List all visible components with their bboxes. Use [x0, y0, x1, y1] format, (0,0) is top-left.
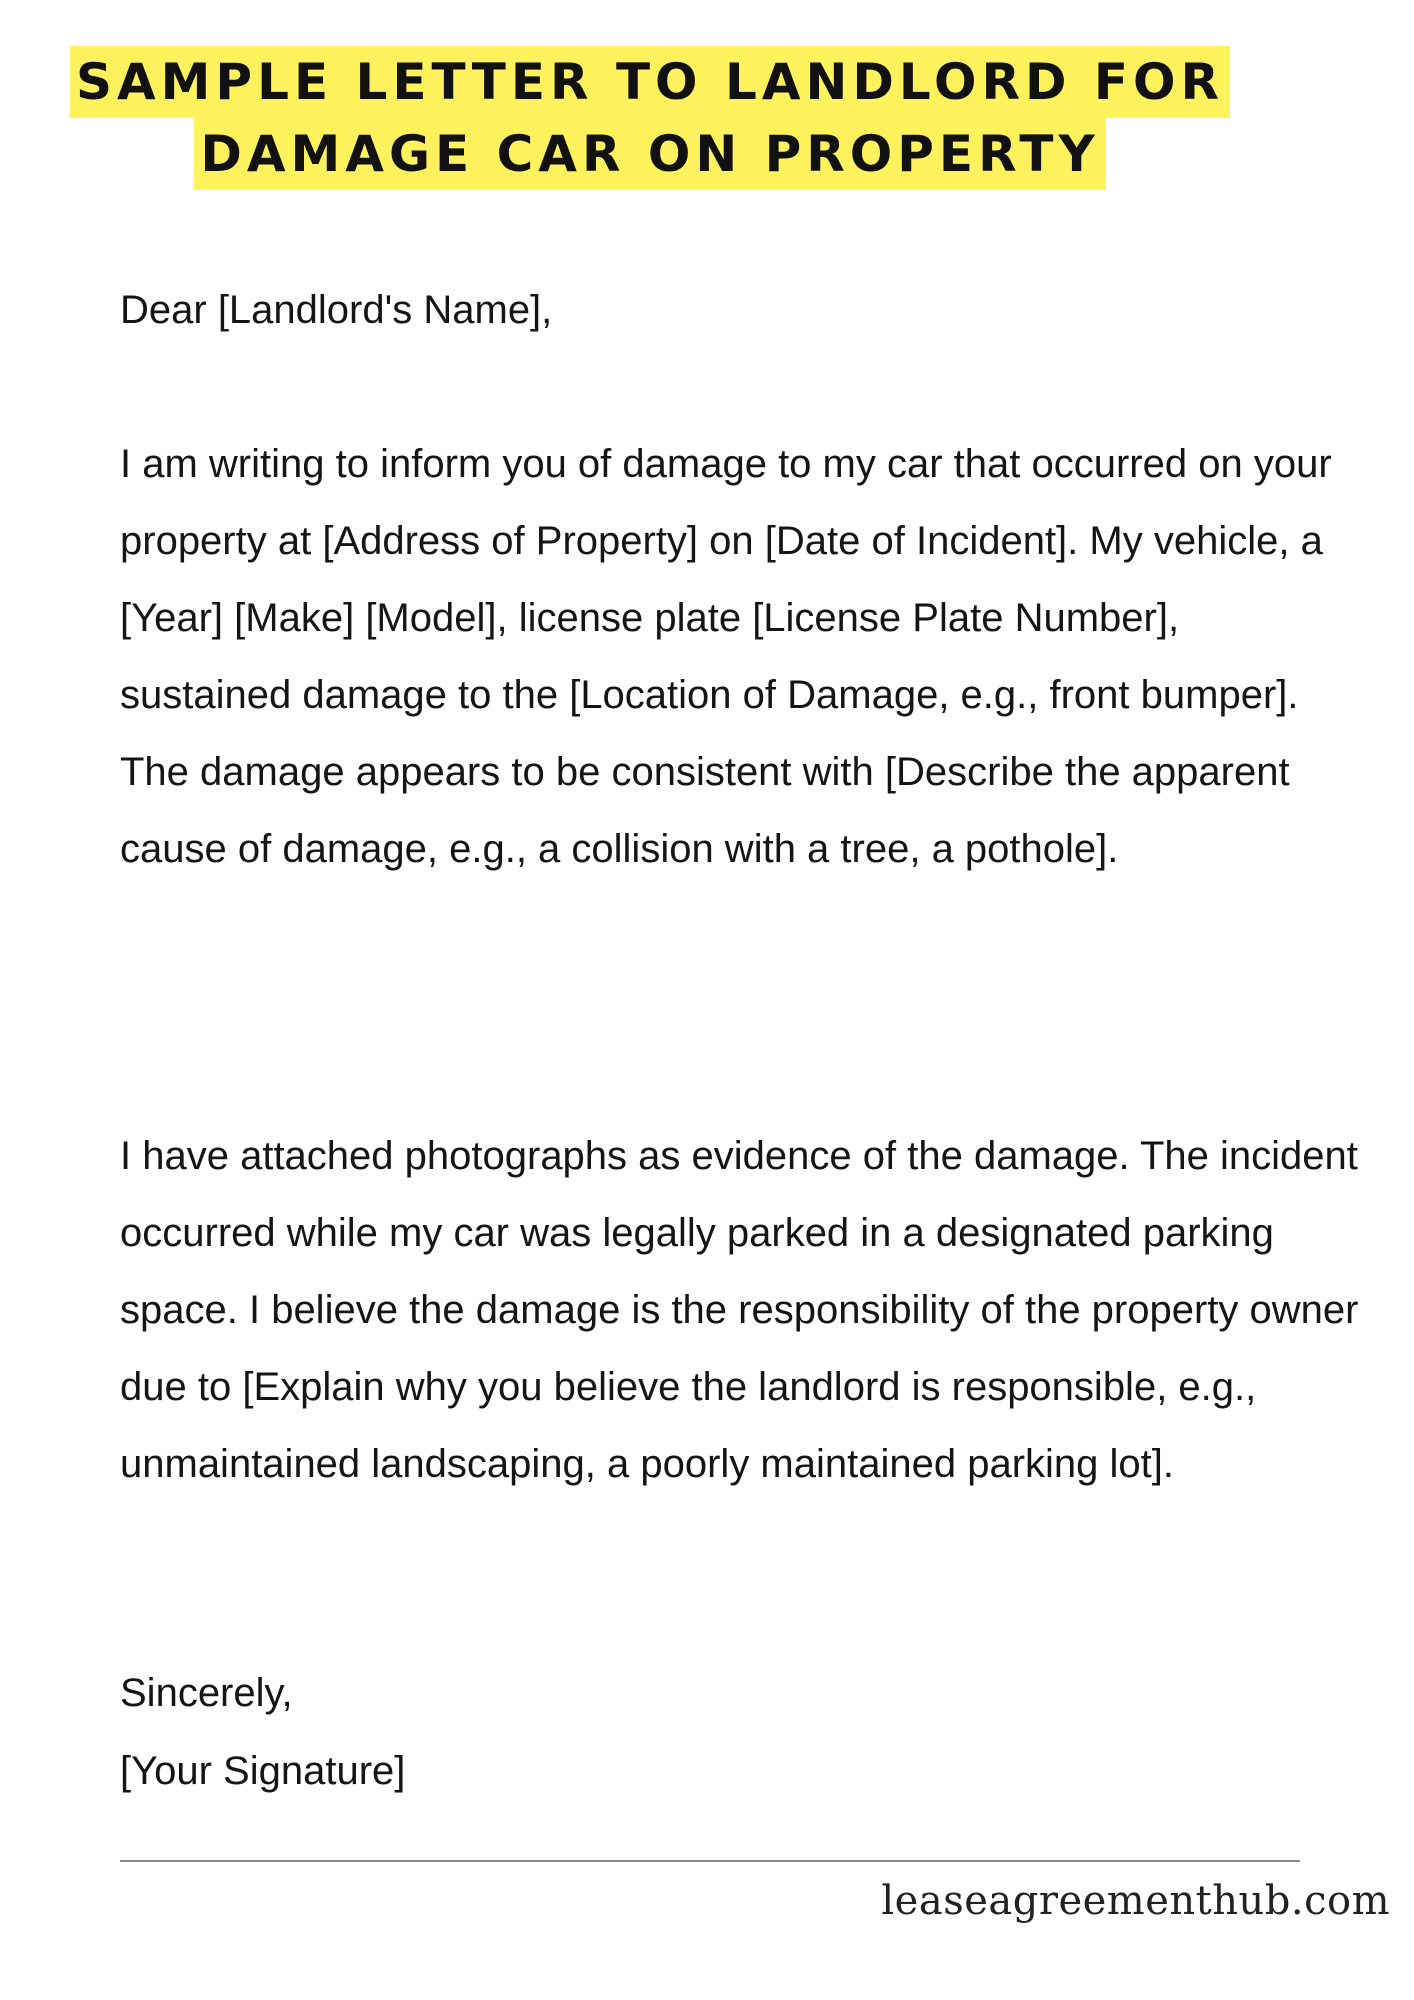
letter-paragraph-1	[120, 426, 1350, 888]
footer-divider	[120, 1860, 1300, 1862]
paragraph-2-text: I have attached photographs as evidence of the damage. The incident occurred while my car was legally parked in a designated parking space. I believe the damage is the responsibility of the property owner due to [Explain why you believe the landlord is responsible, e.g., unmaintained landscaping, a poorly maintained parking lot].	[120, 1134, 1359, 1486]
paragraph-1-text: I am writing to inform you of damage to my car that occurred on your property at [Address of Property] on [Date of Incident]. My vehicle, a [Year] [Make] [Model], license plate [License Plate Number], sustained damage to the [Location of Damage, e.g., front bumper]. The damage appears to be consistent with [Describe the apparent cause of damage, e.g., a collision with a tree, a pothole].	[120, 442, 1332, 871]
letter-closing	[120, 1655, 1360, 1732]
footer-site-name: leaseagreementhub.com	[881, 1878, 1390, 1924]
signature-text: [Your Signature]	[120, 1749, 406, 1793]
letter-greeting	[120, 272, 1360, 349]
title-line-2: DAMAGE CAR ON PROPERTY	[194, 118, 1105, 190]
greeting-text: Dear [Landlord's Name],	[120, 288, 553, 332]
letter-signature	[120, 1733, 1360, 1810]
closing-text: Sincerely,	[120, 1671, 293, 1715]
title-line-1: SAMPLE LETTER TO LANDLORD FOR	[70, 46, 1230, 118]
letter-paragraph-2	[120, 1118, 1360, 1503]
page-title	[0, 46, 1300, 190]
